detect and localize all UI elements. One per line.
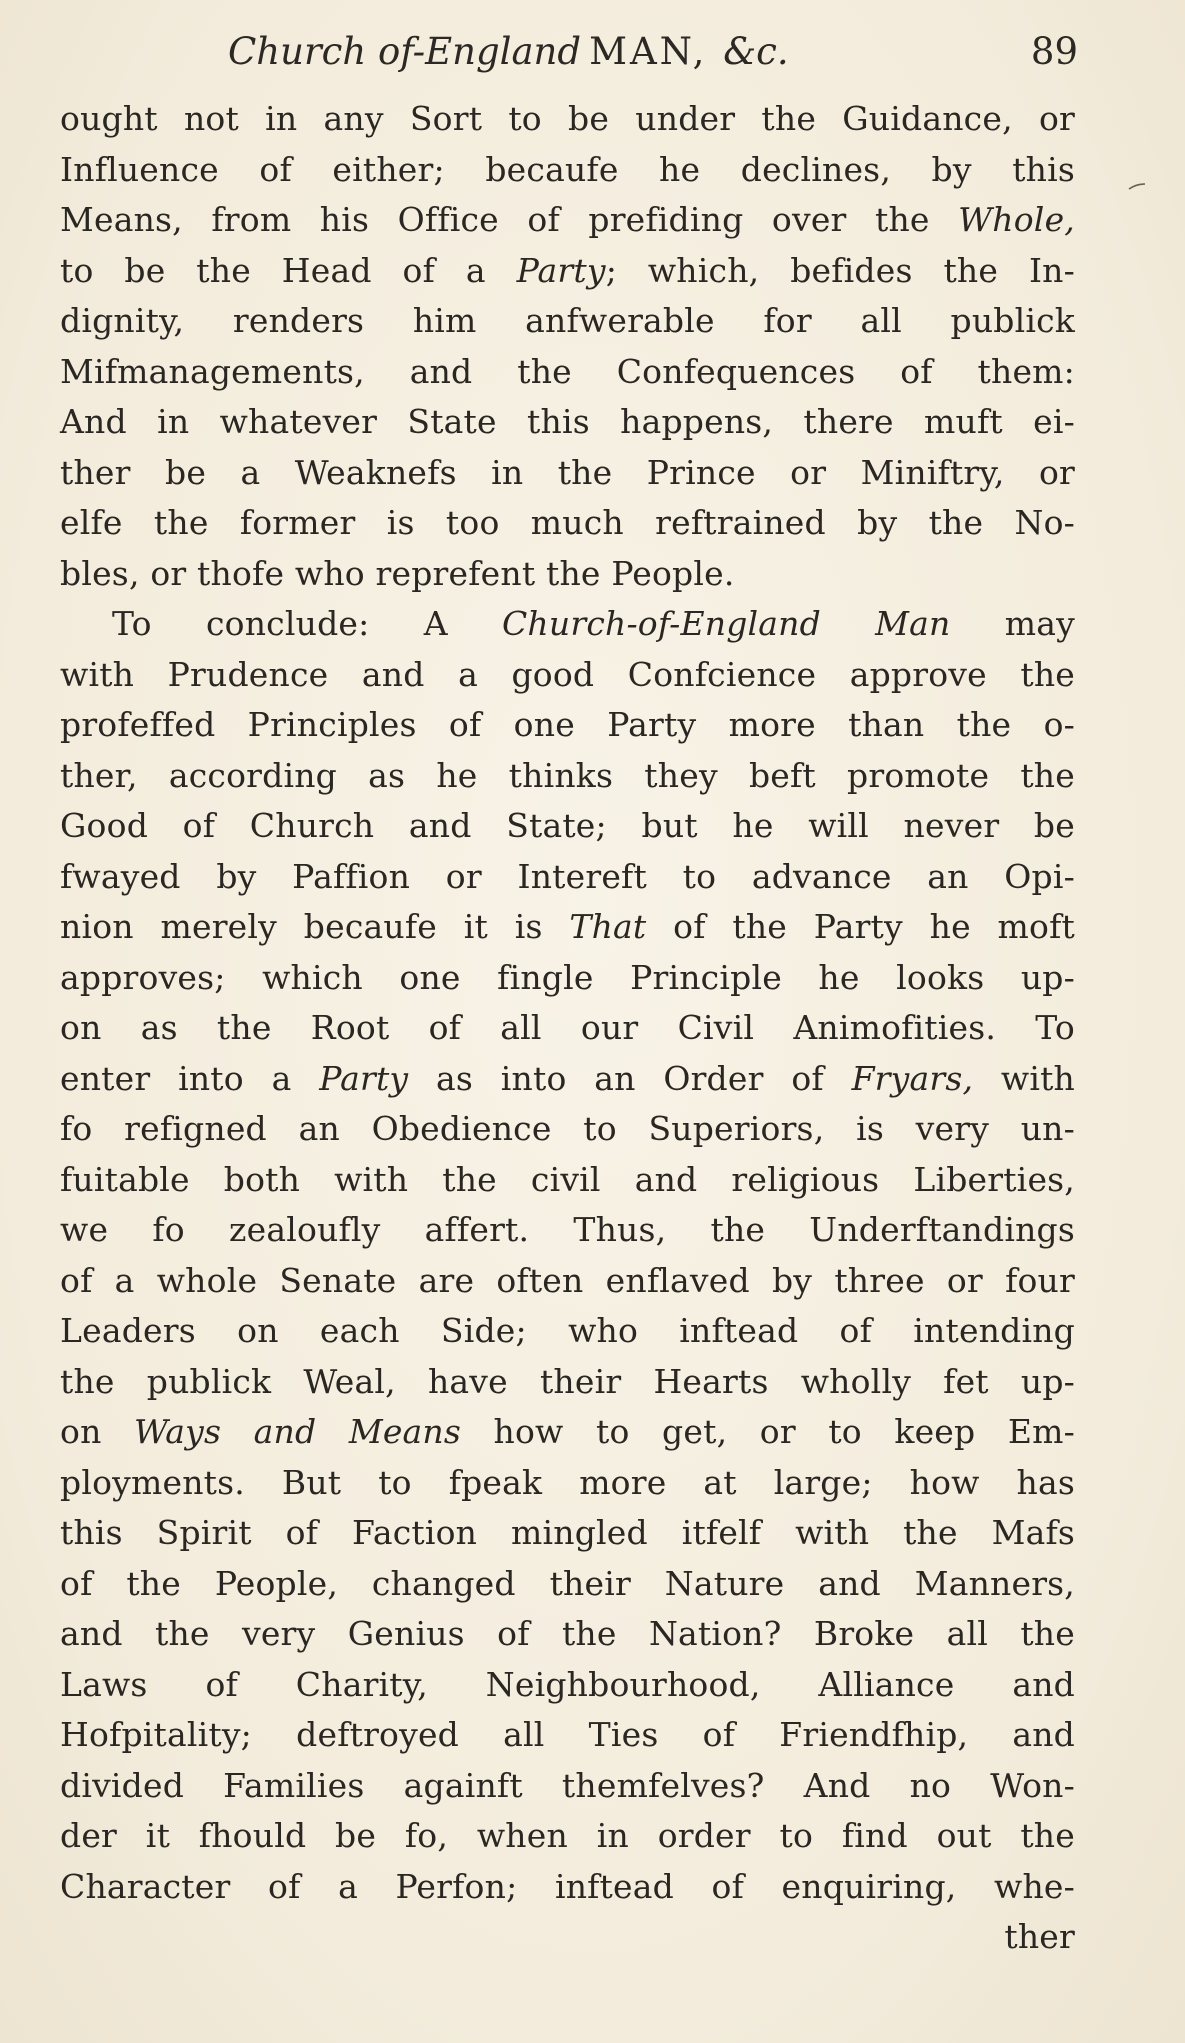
text-segment: Good of Church and State; but he will never be	[60, 806, 1075, 845]
text-segment: ther	[1004, 1917, 1075, 1956]
italic-text: That	[569, 907, 647, 946]
running-head-etc: &c.	[723, 30, 789, 73]
text-segment: Hofpitality; deftroyed all Ties of Friendfhip, and	[60, 1715, 1075, 1754]
page-number: 89	[1030, 30, 1078, 73]
text-segment: fwayed by Paffion or Intereft to advance an Opi-	[60, 856, 1075, 896]
text-segment: Mifmanagements, and the Confequences of them:	[60, 351, 1075, 391]
text-line	[60, 498, 1075, 549]
text-segment: to be the Head of a	[60, 250, 517, 290]
text-segment: of a whole Senate are often enflaved by three or four	[60, 1260, 1075, 1300]
text-line	[60, 296, 1075, 347]
text-line	[60, 953, 1075, 1004]
text-line	[60, 397, 1075, 448]
text-segment: we fo zealoufly affert. Thus, the Underftandings	[60, 1210, 1075, 1249]
text-segment: ought not in any Sort to be under the Guidance, or	[60, 99, 1075, 138]
text-line	[60, 1609, 1075, 1660]
text-line	[60, 1306, 1075, 1357]
ink-mark	[1128, 183, 1146, 191]
text-segment: To conclude: A	[112, 604, 502, 643]
text-segment: ployments. But to fpeak more at large; how has	[60, 1462, 1075, 1502]
text-line	[60, 347, 1075, 398]
text-line	[60, 1508, 1075, 1559]
text-line	[60, 801, 1075, 852]
text-segment: divided Families againft themfelves? And no Won-	[60, 1765, 1075, 1805]
text-line	[60, 650, 1075, 701]
text-segment: ther, according as he thinks they beft promote the	[60, 755, 1075, 795]
italic-text: Party	[516, 250, 606, 290]
text-line	[60, 195, 1075, 246]
text-segment: of the Party he moft	[646, 907, 1075, 946]
text-segment: enter into a	[60, 1058, 320, 1098]
text-segment: the publick Weal, have their Hearts wholly fet up-	[60, 1361, 1075, 1401]
text-line	[60, 1104, 1075, 1155]
text-line	[60, 1761, 1075, 1812]
text-segment: ; which, befides the In-	[605, 250, 1075, 290]
text-line	[60, 1256, 1075, 1307]
text-line	[60, 1458, 1075, 1509]
italic-text: Church-of-England Man	[501, 604, 951, 643]
text-segment: nion merely becaufe it is	[60, 907, 570, 946]
text-segment: Laws of Charity, Neighbourhood, Alliance and	[60, 1664, 1075, 1704]
text-line	[60, 599, 1075, 650]
text-segment: may	[950, 604, 1075, 643]
text-line	[60, 700, 1075, 751]
italic-text: Party	[319, 1058, 409, 1098]
italic-text: Whole,	[958, 200, 1075, 239]
text-line	[60, 1407, 1075, 1458]
text-segment: on	[60, 1412, 135, 1451]
running-head-man: MAN,	[589, 30, 708, 73]
running-head-title: Church of-England	[228, 30, 582, 73]
text-line	[60, 1357, 1075, 1408]
text-line	[60, 852, 1075, 903]
text-segment: with	[973, 1058, 1076, 1098]
text-line	[60, 751, 1075, 802]
italic-text: Ways and Means	[134, 1412, 462, 1451]
text-segment: how to get, or to keep Em-	[461, 1412, 1075, 1451]
text-line	[60, 902, 1075, 953]
text-segment: with Prudence and a good Confcience approve the	[60, 654, 1075, 694]
text-line	[60, 448, 1075, 499]
text-line	[60, 1862, 1075, 1913]
body-text	[60, 94, 1075, 1963]
text-segment: profeffed Principles of one Party more than the o-	[60, 705, 1075, 744]
text-line	[60, 94, 1075, 145]
text-segment: fuitable both with the civil and religious Liberties,	[60, 1159, 1075, 1199]
text-segment: fo refigned an Obedience to Superiors, is very un-	[60, 1109, 1075, 1148]
text-segment: der it fhould be fo, when in order to find out the	[60, 1816, 1075, 1855]
text-line	[60, 1003, 1075, 1054]
text-segment: on as the Root of all our Civil Animofities. To	[60, 1008, 1075, 1047]
text-line	[60, 1054, 1075, 1105]
text-line	[60, 1811, 1075, 1862]
text-line	[60, 1155, 1075, 1206]
text-segment: Means, from his Office of prefiding over the	[60, 200, 959, 239]
text-segment: and the very Genius of the Nation? Broke all the	[60, 1614, 1075, 1653]
italic-text: Fryars,	[851, 1058, 974, 1098]
text-segment: elfe the former is too much reftrained by the No-	[60, 503, 1075, 542]
text-line	[60, 549, 1075, 600]
text-line	[60, 1559, 1075, 1610]
text-segment: Influence of either; becaufe he declines, by this	[60, 149, 1075, 189]
text-segment: as into an Order of	[408, 1058, 852, 1098]
running-head	[228, 22, 1078, 82]
text-segment: this Spirit of Faction mingled itfelf with the Mafs	[60, 1513, 1075, 1552]
text-segment: approves; which one fingle Principle he looks up-	[60, 957, 1075, 997]
text-line	[60, 1205, 1075, 1256]
text-segment: Leaders on each Side; who inftead of intending	[60, 1311, 1075, 1350]
text-segment: bles, or thofe who reprefent the People.	[60, 553, 735, 593]
text-segment: ther be a Weaknefs in the Prince or Miniftry, or	[60, 452, 1075, 492]
text-line	[60, 246, 1075, 297]
text-segment: Character of a Perfon; inftead of enquiring, whe-	[60, 1866, 1075, 1906]
text-segment: And in whatever State this happens, there muft ei-	[60, 402, 1075, 441]
text-segment: dignity, renders him anfwerable for all publick	[60, 301, 1075, 340]
catchword	[60, 1912, 1075, 1963]
text-segment: of the People, changed their Nature and Manners,	[60, 1563, 1075, 1603]
text-line	[60, 145, 1075, 196]
text-line	[60, 1660, 1075, 1711]
text-line	[60, 1710, 1075, 1761]
